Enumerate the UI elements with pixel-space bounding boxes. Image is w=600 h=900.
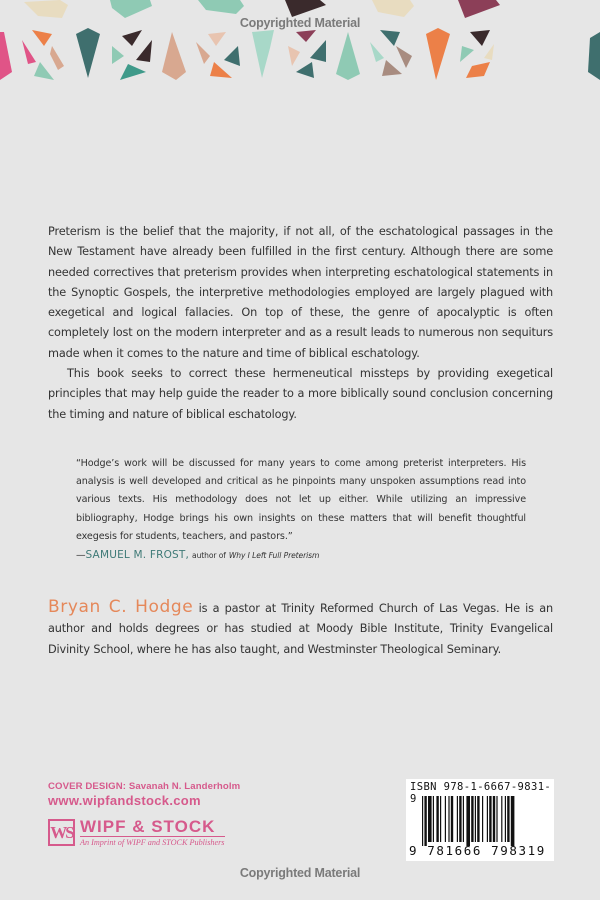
shard-icon [252,30,274,78]
barcode-bar [433,796,434,842]
book-description [48,222,553,425]
cover-design-credit: COVER DESIGN: Savanah N. Landerholm [48,781,241,792]
description-paragraph: This book seeks to correct these hermeneutical missteps by providing exegetical principles that may help guide the reader to a more biblically sound conclusion concerning the timing and nature of biblical eschatology. [48,367,553,421]
shard-icon [112,46,124,64]
shard-icon [470,30,490,46]
shard-icon [22,40,36,64]
shard-icon [460,46,474,62]
endorsement-attribution [76,546,526,565]
shard-icon [382,60,402,76]
barcode-bar [505,796,506,842]
author-bio-text: is a pastor at Trinity Reformed Church of Las Vegas. He is an author and holds degrees or has studied at Moody Bible Institute, Trinity Evangelical Divinity School, where he has also taught, and Westminster Theological Seminary. [48,602,553,656]
shard-icon [198,0,244,14]
shard-icon [162,32,186,80]
shard-icon [296,62,314,78]
barcode-bar [487,796,488,842]
barcode-bar [440,796,441,842]
barcode-bar [471,796,473,842]
barcode-bar [448,796,449,842]
endorser-role: author of [192,551,226,561]
shard-icon [336,32,360,80]
shard-icon [76,28,100,78]
shard-icon [34,62,54,80]
shard-icon [136,40,152,62]
barcode-bar [445,796,446,842]
barcode-bar [463,796,464,842]
shard-icon [588,32,600,80]
barcode-bar [466,796,470,846]
publisher-logo [48,818,225,847]
shard-icon [380,30,400,46]
barcode-bar [507,796,509,842]
endorser-book-title: Why I Left Full Preterism [228,551,320,561]
publisher-logo-text [80,818,225,847]
author-bio [48,597,553,660]
decorative-pattern-banner [0,0,600,90]
shard-icon [288,46,300,66]
publisher-subtitle: An Imprint of WIPF and STOCK Publishers [80,838,225,847]
isbn-label: ISBN 978-1-6667-9831-9 [410,781,552,805]
credits [48,781,240,808]
shard-icon [0,32,12,80]
barcode-bar [477,796,479,842]
shard-icon [372,0,414,17]
barcode-bar [428,796,432,842]
shard-icon [50,46,64,70]
copyright-watermark-top: Copyrighted Material [239,16,361,30]
barcode-bar [457,796,458,842]
barcode-bar [493,796,495,842]
attribution-dash: — [76,550,86,562]
shard-icon [208,32,226,46]
barcode-bar [436,796,438,842]
publisher-name: WIPF & STOCK [80,817,216,836]
shard-icon [370,42,384,62]
barcode-bar [496,796,497,842]
barcode-bar [422,796,423,846]
barcode-bar [424,796,426,846]
shard-icon [484,44,494,60]
author-name: Bryan C. Hodge [48,597,194,617]
barcode-digits: 9 781666 798319 [409,843,546,858]
isbn-barcode-block [406,779,554,861]
shard-icon [310,40,326,62]
shard-icon [122,30,142,46]
shard-icon [32,30,52,46]
description-paragraph: Preterism is the belief that the majority, if not all, of the eschatological passages in the New Testament have already been fulfilled in the first century. Although there are some needed correctives that preterism provides when interpreting eschatological statements in the Synoptic Gospels, the interpretive methodologies employed are largely plagued with exegetical and logical fallacies. On top of these, the genre of apocalyptic is often completely lost on the modern interpreter and as a result leads to numerous non sequiturs made when it comes to the nature and time of biblical eschatology. [48,225,553,360]
barcode-bar [482,796,483,842]
shard-icon [426,28,450,80]
copyright-watermark-bottom: Copyrighted Material [239,866,361,880]
shard-icon [120,64,146,80]
barcode-bar [511,796,515,846]
endorsement [76,455,526,565]
shard-icon [224,46,240,66]
shard-icon [210,62,232,78]
shard-icon [285,0,326,17]
shard-icon [466,62,490,78]
shard-icon [296,30,316,42]
publisher-website-link[interactable]: www.wipfandstock.com [48,793,201,808]
barcode-bar [459,796,461,842]
shard-icon [396,46,412,68]
endorser-name: SAMUEL M. FROST, [85,549,190,562]
shard-icon [196,42,210,64]
barcode-bar [451,796,453,842]
barcode-bar [489,796,491,842]
barcode-bar [501,796,502,842]
barcode-bar [475,796,476,842]
barcode-icon [422,796,544,846]
ws-logo-icon: WS [48,819,75,846]
endorsement-quote: “Hodge’s work will be discussed for many years to come among preterist interpreters. His analysis is well developed and critical as he pinpoints many unspoken assumptions read into various texts. His methodology does not let up either. While utilizing an impressive bibliography, Hodge brings his own insights on these matters that will benefit thoughtful exegesis for students, teachers, and pastors.” [76,458,526,542]
